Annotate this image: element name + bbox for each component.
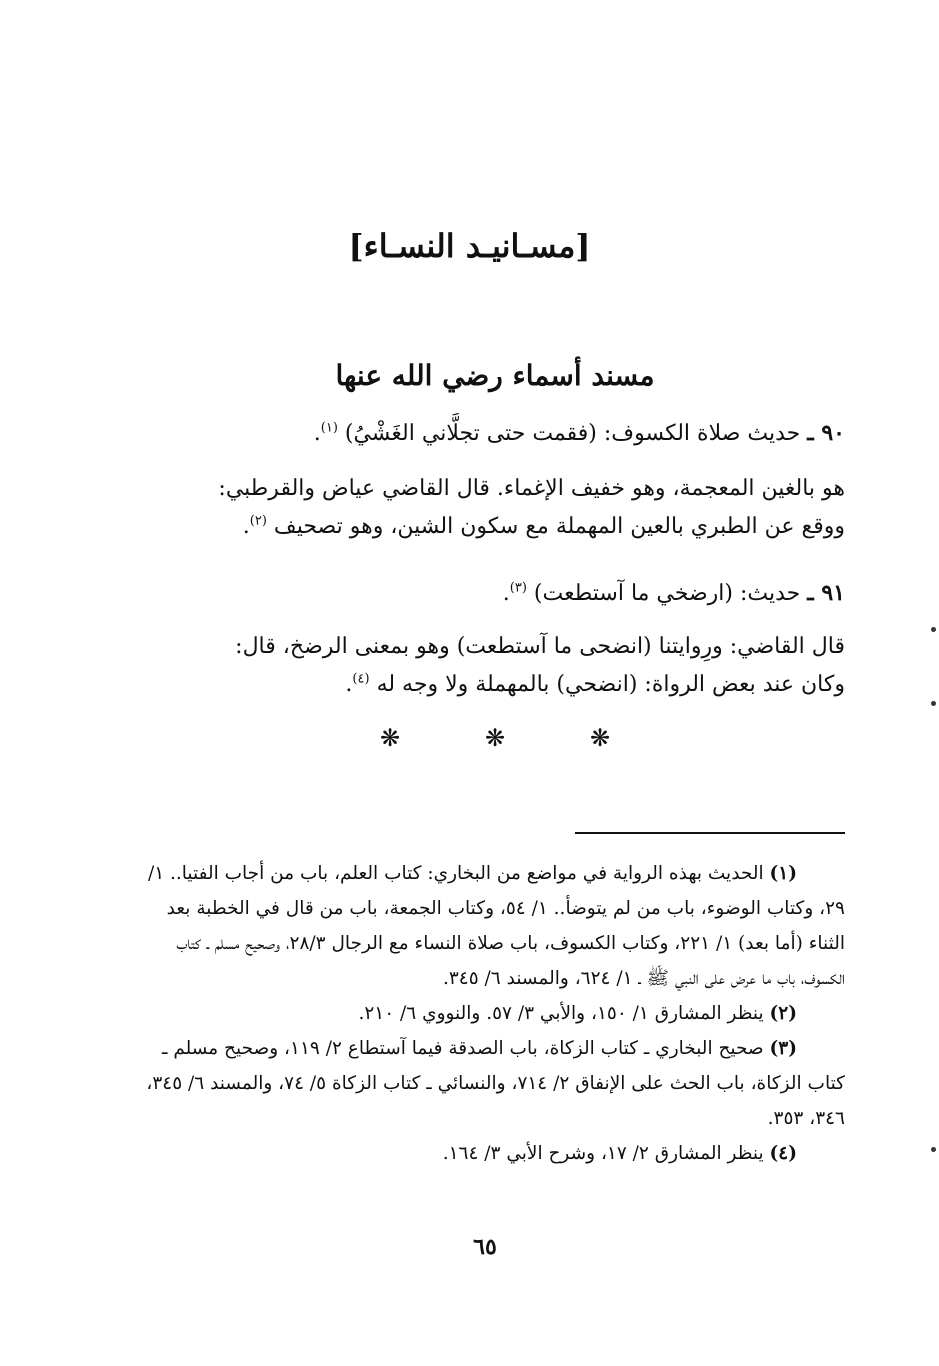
footnote-text: صحيح البخاري ـ كتاب الزكاة، باب الصدقة فيما آستطاع ٢/ ١١٩، وصحيح مسلم ـ كتاب الزكاة، باب الحث على الإنفاق ٢/ ٧١٤، والنسائي ـ كتاب الزكاة ٥/ ٧٤، والمسند ٦/ ٣٤٥، ٣٤٦، ٣٥٣. [146,1038,845,1129]
footnote-separator [575,832,845,834]
footnote-text: ينظر المشارق ١/ ١٥٠، والأبي ٣/ ٥٧. والنووي ٦/ ٢١٠. [358,1003,764,1024]
footnote-ref-2[interactable]: (٢) [249,513,267,529]
page-number: ٦٥ [473,1234,497,1260]
commentary-line: قال القاضي: ورِوايتنا (انضحى ما آستطعت) وهو بمعنى الرضخ، قال: [235,634,845,659]
footnotes [138,856,845,1171]
footnote-number: (٣) [769,1038,797,1059]
hadith-91 [140,574,845,613]
ornament-icon: ❋ [484,724,506,752]
commentary-line: ووقع عن الطبري بالعين المهملة مع سكون الشين، وهو تصحيف [273,514,845,539]
hadith-text: حديث: (ارضخي ما آستطعت) [533,581,801,606]
hadith-number: ٩٠ ـ [807,420,845,446]
commentary-line: وكان عند بعض الرواة: (انضحي) بالمهملة ولا وجه له [376,672,845,697]
scan-mark [931,627,936,632]
footnote-text: الحديث بهذه الرواية في مواضع من البخاري: كتاب العلم، باب من أجاب الفتيا.. ١/ ٢٩، وكتاب الوضوء، باب من لم يتوضأ.. ١/ ٥٤، وكتاب الجمعة، باب من قال في الخطبة بعد الثناء (أما بعد) ١/ ٢٢١، وكتاب الكسوف، باب صلاة النساء مع الرجال ٢٨/٣، وصحيح مسلم ـ كتاب الكسوف، باب ما عرض على النبي ﷺ ـ ١/ ٦٢٤، والمسند ٦/ ٣٤٥. [147,863,845,989]
commentary-91 [140,628,845,704]
footnote-ref-4[interactable]: (٤) [352,671,370,687]
footnote-ref-3[interactable]: (٣) [509,580,527,596]
footnote-2 [138,996,845,1031]
footnote-number: (٢) [769,1003,797,1024]
hadith-text: حديث صلاة الكسوف: (فقمت حتى تجلَّاني الغَشْيُ) [344,421,801,446]
footnote-number: (١) [769,863,797,884]
commentary-end: . [242,514,250,539]
hadith-number: ٩١ ـ [807,580,845,606]
footnote-ref-1[interactable]: (١) [320,420,338,436]
section-divider [370,720,620,756]
section-title: [مسـانيـد النسـاء] [348,227,591,265]
ornament-icon: ❋ [379,724,401,752]
footnote-number: (٤) [769,1143,797,1164]
commentary-end: . [345,672,353,697]
hadith-end: . [502,581,510,606]
scan-mark [931,701,936,706]
footnote-4 [138,1136,845,1171]
footnote-1 [138,856,845,996]
commentary-line: هو بالغين المعجمة، وهو خفيف الإغماء. قال القاضي عياض والقرطبي: [218,476,845,501]
scan-mark [931,1147,936,1152]
footnote-3 [138,1031,845,1136]
footnote-text: ينظر المشارق ٢/ ١٧، وشرح الأبي ٣/ ١٦٤. [442,1143,764,1164]
musnad-heading: مسند أسماء رضي الله عنها [335,359,655,392]
hadith-end: . [313,421,321,446]
commentary-90 [140,470,845,546]
hadith-90 [140,414,845,453]
ornament-icon: ❋ [589,724,611,752]
